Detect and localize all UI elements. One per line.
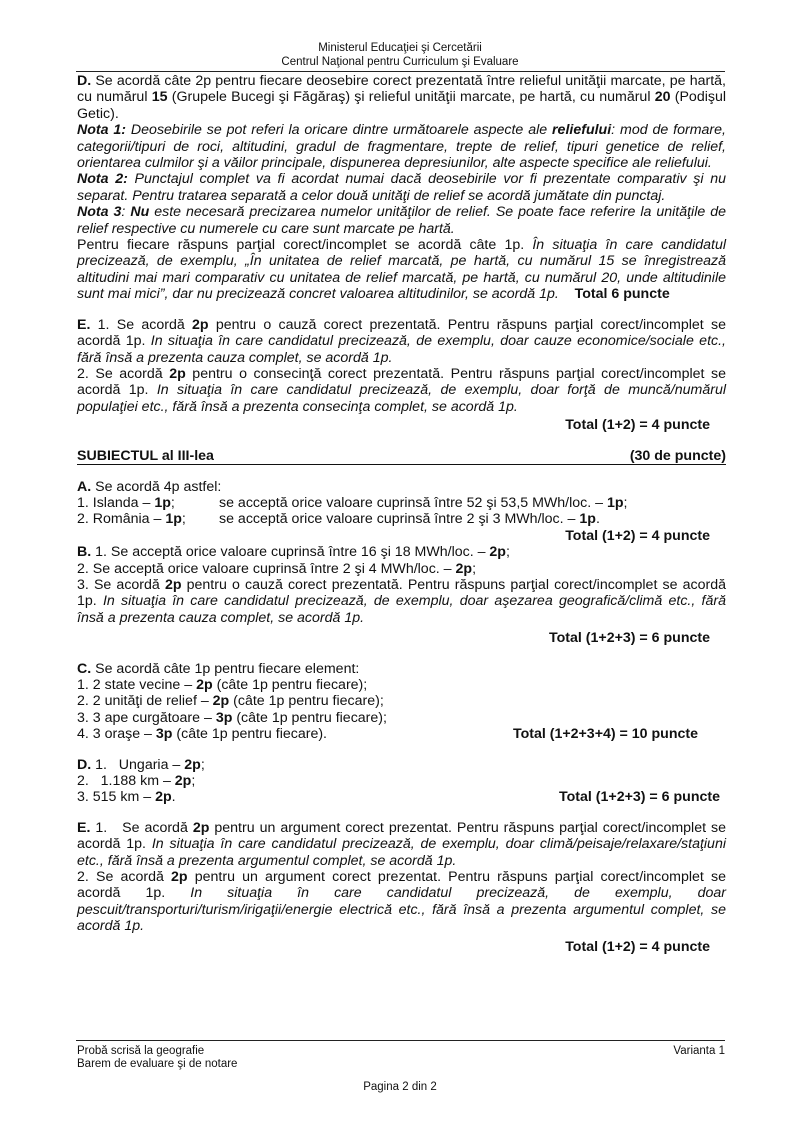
section-a-total: Total (1+2) = 4 puncte bbox=[565, 527, 710, 544]
section-a-row2: 2. România – 1p; se acceptă orice valoare cuprinsă între 2 şi 3 MWh/loc. – 1p. bbox=[77, 511, 600, 528]
section-e3-item1: E. 1. Se acordă 2p pentru un argument corect prezentat. Pentru răspuns parţial corect/incomplet se acordă 1p. In situaţia în care candidatul precizează, de exemplu, doar climă/peisaje/relaxare/staţiuni etc., fără însă a prezenta argumentul complet, se acordă 1p. bbox=[77, 819, 727, 869]
section-b-item3: 3. Se acordă 2p pentru o cauză corect prezentată. Pentru răspuns parţial corect/incomplet se acordă 1p. In situaţia în care candidatul precizează, de exemplu, doar aşezarea geografică/climă etc., fără însă a prezenta cauza complet, se acordă 1p. bbox=[77, 576, 726, 626]
footer-exam-name: Probă scrisă la geografie bbox=[77, 1045, 205, 1057]
header-divider bbox=[76, 71, 725, 72]
header-ministry: Ministerul Educaţiei şi Cercetării bbox=[318, 42, 482, 54]
section-d3-item2: 2. 1.188 km – 2p; bbox=[77, 773, 196, 790]
section-c-item4: 4. 3 oraşe – 3p (câte 1p pentru fiecare). Total (1+2+3+4) = 10 puncte bbox=[77, 726, 698, 743]
subject-3-title: SUBIECTUL al III-lea bbox=[77, 447, 214, 464]
section-b-item2: 2. Se acceptă orice valoare cuprinsă între 2 şi 4 MWh/loc. – 2p; bbox=[77, 560, 477, 577]
subject-3-heading bbox=[77, 448, 726, 465]
footer-row2 bbox=[77, 1058, 725, 1071]
footer-variant: Varianta 1 bbox=[673, 1045, 725, 1057]
footer-row1 bbox=[77, 1045, 725, 1058]
section-b-total: Total (1+2+3) = 6 puncte bbox=[549, 630, 710, 647]
section-d3-item3: 3. 515 km – 2p. Total (1+2+3) = 6 puncte bbox=[77, 789, 720, 806]
section-d2-nota2: Nota 2: Punctajul complet va fi acordat numai dacă deosebirile vor fi prezentate comparativ şi nu separat. Pentru tratarea separată a celor două unităţi de relief se acordă jumătate din punctaj. bbox=[77, 171, 726, 204]
section-d2-partial: Pentru fiecare răspuns parţial corect/incomplet se acordă câte 1p. În situaţia în care candidatul precizează, de exemplu, „În unitatea de relief marcată, pe hartă, cu numărul 15 se înregistrează altitudini mai mari comparativ cu unitatea de relief marcată, pe hartă, cu numărul 20, unde altitudinile sunt mai mici”, dar nu precizează concret valoarea altitudinilor, se acordă 1p. Total 6 puncte bbox=[77, 237, 726, 303]
subject-3-points: (30 de puncte) bbox=[629, 447, 726, 464]
section-d3-item1: D. 1. Ungaria – 2p; bbox=[77, 756, 205, 773]
section-d2-nota1: Nota 1: Deosebirile se pot referi la oricare dintre următoarele aspecte ale reliefului: mod de formare, categorii/tipuri de roci, altitudini, gradul de fragmentare, trepte de relief, tipuri genetice de relief, orientarea culmilor şi a văilor principale, dispunerea depresiunilor, alte aspecte specifice ale reliefului. bbox=[77, 122, 726, 172]
section-e2-item1: E. 1. Se acordă 2p pentru o cauză corect prezentată. Pentru răspuns parţial corect/incomplet se acordă 1p. In situaţia în care candidatul precizează, de exemplu, doar cauze economice/sociale etc., fără însă a prezenta cauza complet, se acordă 1p. bbox=[77, 316, 726, 366]
section-d3-total: Total (1+2+3) = 6 puncte bbox=[559, 789, 720, 806]
section-c-total: Total (1+2+3+4) = 10 puncte bbox=[512, 726, 698, 743]
section-c-item2: 2. 2 unităţi de relief – 2p (câte 1p pentru fiecare); bbox=[77, 693, 384, 710]
section-a-row1: 1. Islanda – 1p; se acceptă orice valoare cuprinsă între 52 şi 53,5 MWh/loc. – 1p; bbox=[77, 494, 628, 511]
section-d2-nota3: Nota 3: Nu este necesară precizarea numelor unităţilor de relief. Se poate face referire la unităţile de relief respective cu numerele cu care sunt marcate pe hartă. bbox=[77, 204, 726, 237]
footer-barem: Barem de evaluare şi de notare bbox=[77, 1058, 238, 1070]
section-c-item3: 3. 3 ape curgătoare – 3p (câte 1p pentru fiecare); bbox=[77, 709, 387, 726]
footer-divider bbox=[76, 1040, 725, 1041]
header-center: Centrul Naţional pentru Curriculum şi Evaluare bbox=[281, 56, 519, 68]
section-b-item1: B. 1. Se acceptă orice valoare cuprinsă între 16 şi 18 MWh/loc. – 2p; bbox=[77, 544, 510, 561]
section-d2-intro: D. Se acordă câte 2p pentru fiecare deosebire corect prezentată între relieful unităţii marcate, pe hartă, cu numărul 15 (Grupele Bucegi şi Făgăraş) şi relieful unităţii marcate, pe hartă, cu numărul 20 (Podişul Getic). bbox=[77, 73, 726, 122]
section-c-intro: C. Se acordă câte 1p pentru fiecare element: bbox=[77, 660, 360, 677]
section-e2-item2: 2. Se acordă 2p pentru o consecinţă corect prezentată. Pentru răspuns parţial corect/incomplet se acordă 1p. In situaţia în care candidatul precizează, de exemplu, doar forţă de muncă/numărul populaţiei etc., fără însă a prezenta consecinţa complet, se acordă 1p. bbox=[77, 365, 726, 415]
page-number: Pagina 2 din 2 bbox=[363, 1081, 437, 1093]
section-e3-item2: 2. Se acordă 2p pentru un argument corect prezentat. Pentru răspuns parţial corect/incomplet se acordă 1p. In situaţia în care candidatul precizează, de exemplu, doar pescuit/transporturi/turism/irigaţii/energie electrică etc., fără însă a prezenta argumentul complet, se acordă 1p. bbox=[77, 869, 726, 935]
section-a-intro: A. Se acordă 4p astfel: bbox=[77, 478, 222, 495]
section-e3-total: Total (1+2) = 4 puncte bbox=[565, 938, 710, 955]
section-e2-total: Total (1+2) = 4 puncte bbox=[565, 417, 710, 434]
section-d2-total: Total 6 puncte bbox=[574, 286, 670, 303]
document-body bbox=[77, 73, 726, 955]
section-c-item1: 1. 2 state vecine – 2p (câte 1p pentru fiecare); bbox=[77, 677, 368, 693]
